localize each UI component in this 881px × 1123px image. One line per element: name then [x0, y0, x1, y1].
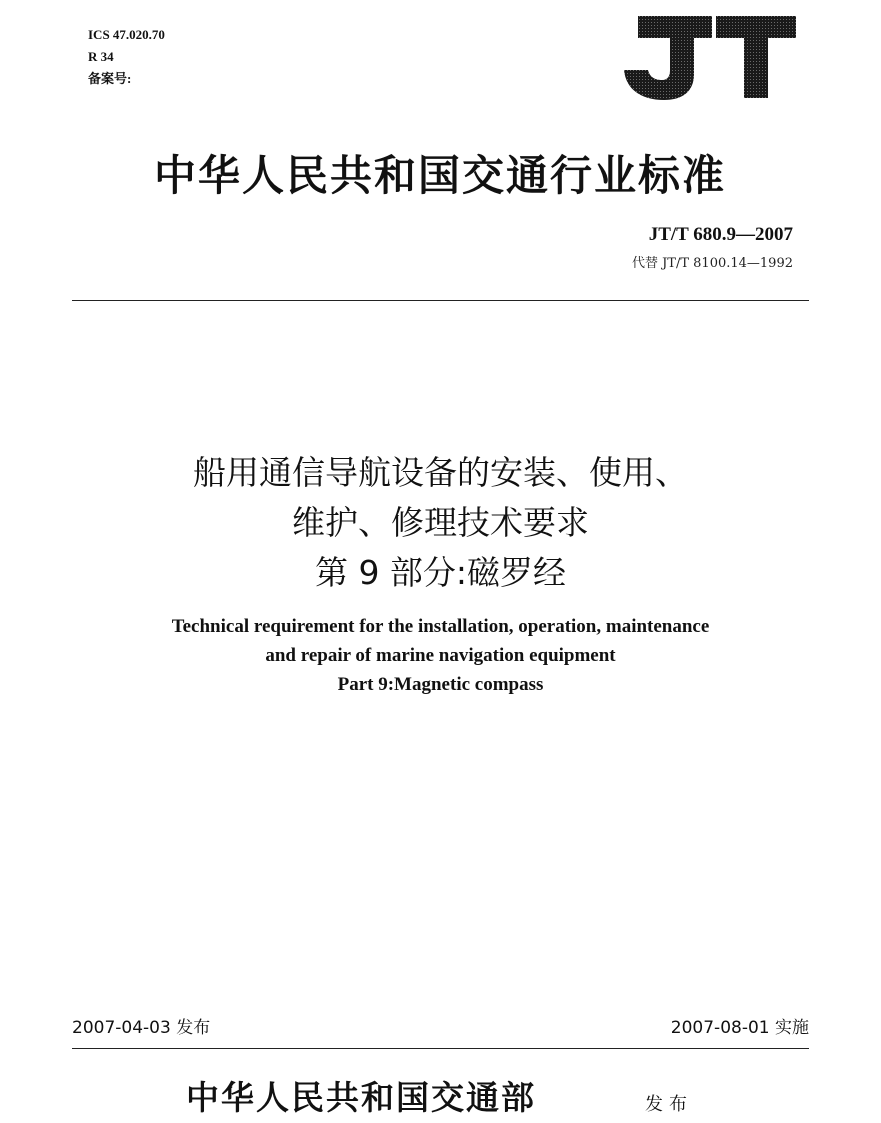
issue-date: 2007-04-03 发布: [72, 1018, 211, 1038]
title-cn-line-2: 维护、修理技术要求: [292, 503, 589, 542]
filing-number: 备案号:: [88, 71, 132, 86]
issuing-action: 发布: [645, 1094, 693, 1115]
category-code: R 34: [88, 49, 114, 64]
title-en-line-3: Part 9:Magnetic compass: [337, 674, 544, 695]
title-cn-line-1: 船用通信导航设备的安装、使用、: [193, 453, 688, 492]
title-cn-line-3: 第 9 部分:磁罗经: [314, 553, 567, 592]
standard-replaces: 代替 JT/T 8100.14—1992: [631, 256, 793, 271]
implementation-date: 2007-08-01 实施: [670, 1018, 809, 1038]
ics-code: ICS 47.020.70: [88, 27, 165, 42]
jt-logo: [620, 12, 800, 102]
issuing-authority: 中华人民共和国交通部: [186, 1078, 536, 1117]
bottom-divider: [72, 1048, 809, 1049]
classification-codes: [88, 24, 165, 90]
title-en-line-1: Technical requirement for the installation, operation, maintenance: [171, 616, 710, 637]
jt-logo-mark: [624, 16, 796, 100]
title-en-line-2: and repair of marine navigation equipment: [265, 645, 616, 666]
standard-title: 中华人民共和国交通行业标准: [153, 151, 726, 200]
document-title-cn: [0, 448, 881, 598]
document-title-en: [0, 612, 881, 699]
standard-number: JT/T 680.9—2007: [648, 224, 793, 245]
top-divider: [72, 300, 809, 301]
